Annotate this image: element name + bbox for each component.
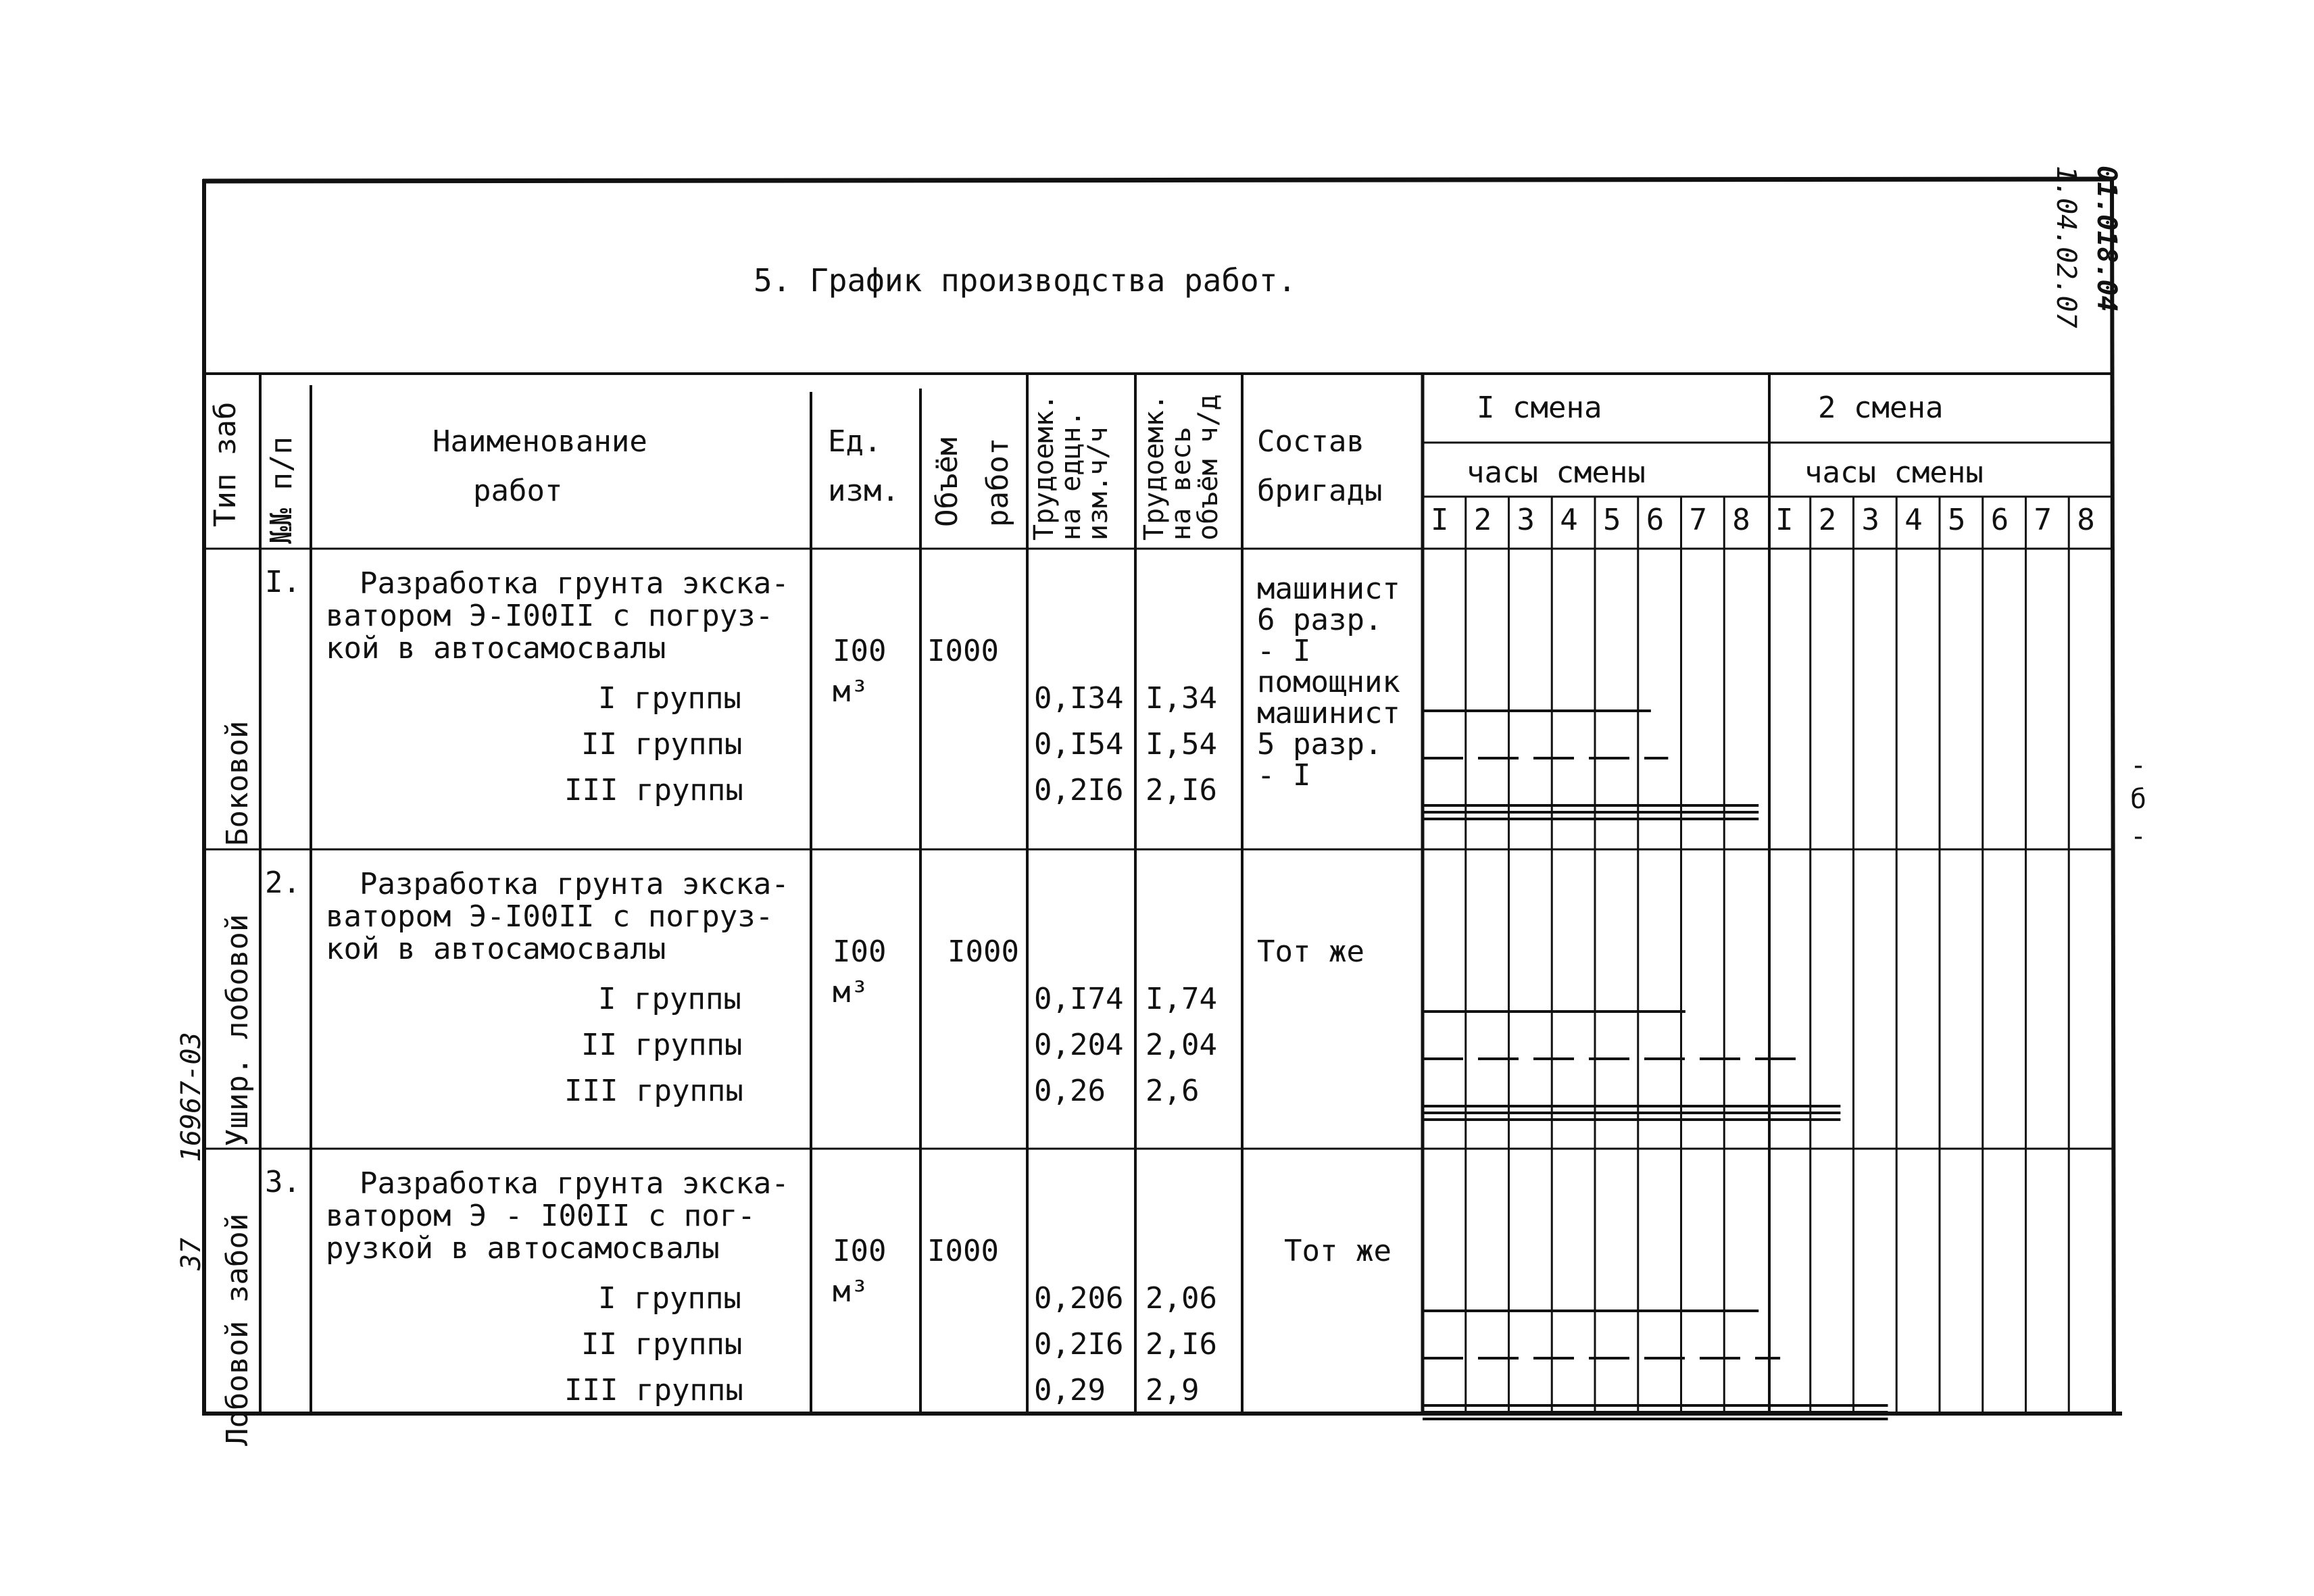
row-crew-line: машинист xyxy=(1257,572,1400,606)
header-labor-total-2: на весь xyxy=(1166,426,1197,541)
hour-label: I xyxy=(1775,503,1794,537)
frame-top xyxy=(203,179,2112,181)
row-unit: I00 xyxy=(833,634,887,668)
header-labor-total-3: объём ч/д xyxy=(1193,394,1224,541)
row-description-line: Разработка грунта экска- xyxy=(360,867,789,901)
row-description-line: кой в автосамосвалы xyxy=(326,631,666,666)
hour-label: 6 xyxy=(1646,503,1665,537)
row-labor-total: 2,06 xyxy=(1146,1281,1217,1316)
row-crew-line: машинист xyxy=(1257,696,1400,730)
row-volume: I000 xyxy=(927,634,999,668)
row-labor-total: 2,6 xyxy=(1146,1074,1200,1108)
header-shift-2: 2 смена xyxy=(1818,391,1944,425)
row-group-label: I группы xyxy=(598,681,741,716)
row-description-line: рузкой в автосамосвалы xyxy=(326,1231,720,1266)
header-labor-unit-2: на едцн. xyxy=(1056,410,1087,541)
row-unit-2: м³ xyxy=(833,975,868,1009)
header-unit-2: изм. xyxy=(828,474,900,508)
row-description-line: ватором Э-I00II с погруз- xyxy=(326,599,774,633)
header-labor-unit-1: Трудоемк. xyxy=(1029,394,1060,541)
row-labor-unit: 0,26 xyxy=(1034,1074,1106,1108)
hour-label: 8 xyxy=(1732,503,1750,537)
header-labor-unit-3: изм.ч/ч xyxy=(1083,426,1114,541)
row-labor-total: I,54 xyxy=(1146,727,1217,762)
row-labor-unit: 0,I74 xyxy=(1034,982,1124,1016)
row-crew-line: помощник xyxy=(1257,665,1400,699)
row-group-label: II группы xyxy=(581,1327,743,1362)
row-labor-total: I,34 xyxy=(1146,681,1217,716)
row-crew: Тот же xyxy=(1284,1234,1392,1268)
row-type: Боковой xyxy=(220,720,255,846)
side-code-1: 16967-03 xyxy=(176,1032,207,1162)
row-group-label: II группы xyxy=(581,727,743,762)
row-type: Ушир. лобовой xyxy=(220,914,255,1147)
hour-label: 5 xyxy=(1948,503,1966,537)
hour-label: 3 xyxy=(1861,503,1879,537)
hour-label: 4 xyxy=(1560,503,1578,537)
right-mark-2: б xyxy=(2130,784,2147,815)
header-num: №№ п/п xyxy=(264,437,299,544)
row-crew-line: - I xyxy=(1257,634,1311,668)
header-shift-hours-2: часы смены xyxy=(1804,455,1984,490)
hour-label: 7 xyxy=(1689,503,1707,537)
row-group-label: III группы xyxy=(564,1373,743,1407)
header-crew-1: Состав xyxy=(1257,424,1364,459)
hour-label: 3 xyxy=(1517,503,1535,537)
right-mark-1: - xyxy=(2130,750,2147,781)
row-crew-line: 6 разр. xyxy=(1257,603,1383,637)
hour-label: 7 xyxy=(2034,503,2052,537)
row-description-line: Разработка грунта экска- xyxy=(360,566,789,601)
row-number: 3. xyxy=(265,1165,301,1199)
row-labor-unit: 0,204 xyxy=(1034,1028,1124,1062)
row-group-label: I группы xyxy=(598,1281,741,1316)
row-group-label: II группы xyxy=(581,1028,743,1062)
row-labor-unit: 0,2I6 xyxy=(1034,1327,1124,1362)
header-crew-2: бригады xyxy=(1257,474,1383,508)
hour-label: 8 xyxy=(2077,503,2095,537)
hour-label: I xyxy=(1431,503,1449,537)
row-number: I. xyxy=(265,565,301,599)
header-name-2: работ xyxy=(473,474,563,508)
row-crew: Тот же xyxy=(1257,934,1364,969)
row-unit-2: м³ xyxy=(833,674,868,709)
row-description-line: кой в автосамосвалы xyxy=(326,932,666,966)
header-unit-1: Ед. xyxy=(828,424,882,459)
row-type: Лобовой забой xyxy=(220,1213,255,1446)
side-code-2: 37 xyxy=(176,1237,207,1270)
header-labor-total-1: Трудоемк. xyxy=(1139,394,1170,541)
row-number: 2. xyxy=(265,866,301,900)
hour-label: 2 xyxy=(1473,503,1492,537)
row-labor-total: 2,I6 xyxy=(1146,1327,1217,1362)
row-crew-line: - I xyxy=(1257,758,1311,793)
row-volume: I000 xyxy=(927,1234,999,1268)
frame-right xyxy=(2112,179,2114,1416)
row-labor-unit: 0,29 xyxy=(1034,1373,1106,1407)
right-mark-3: - xyxy=(2130,821,2147,852)
row-labor-total: 2,04 xyxy=(1146,1028,1217,1062)
stamp-code-1: 1.04.02.07 xyxy=(2050,166,2082,328)
row-group-label: III группы xyxy=(564,773,743,807)
row-group-label: III группы xyxy=(564,1074,743,1108)
row-crew-line: 5 разр. xyxy=(1257,727,1383,762)
row-unit: I00 xyxy=(833,1234,887,1268)
row-labor-unit: 0,I34 xyxy=(1034,681,1124,716)
row-labor-unit: 0,206 xyxy=(1034,1281,1124,1316)
row-unit: I00 xyxy=(833,934,887,969)
row-group-label: I группы xyxy=(598,982,741,1016)
hour-label: 5 xyxy=(1603,503,1621,537)
row-volume: I000 xyxy=(947,934,1019,969)
header-volume-1: Объём xyxy=(930,437,964,527)
header-shift-1: I смена xyxy=(1477,391,1602,425)
row-labor-total: 2,9 xyxy=(1146,1373,1200,1407)
row-labor-unit: 0,I54 xyxy=(1034,727,1124,762)
hour-label: 2 xyxy=(1818,503,1837,537)
header-shift-hours-1: часы смены xyxy=(1467,455,1646,490)
header-volume-2: работ xyxy=(981,437,1015,527)
row-labor-total: I,74 xyxy=(1146,982,1217,1016)
stamp-code-2: 01.018.04 xyxy=(2091,166,2122,312)
row-description-line: Разработка грунта экска- xyxy=(360,1166,789,1201)
page-title: 5. График производства работ. xyxy=(754,262,1297,299)
row-unit-2: м³ xyxy=(833,1274,868,1309)
header-type: Тип заб xyxy=(208,401,243,527)
hour-label: 4 xyxy=(1904,503,1923,537)
row-description-line: ватором Э - I00II с пог- xyxy=(326,1199,756,1233)
row-labor-unit: 0,2I6 xyxy=(1034,773,1124,807)
hour-label: 6 xyxy=(1990,503,2009,537)
row-description-line: ватором Э-I00II с погруз- xyxy=(326,899,774,934)
row-labor-total: 2,I6 xyxy=(1146,773,1217,807)
header-name-1: Наименование xyxy=(433,424,647,459)
